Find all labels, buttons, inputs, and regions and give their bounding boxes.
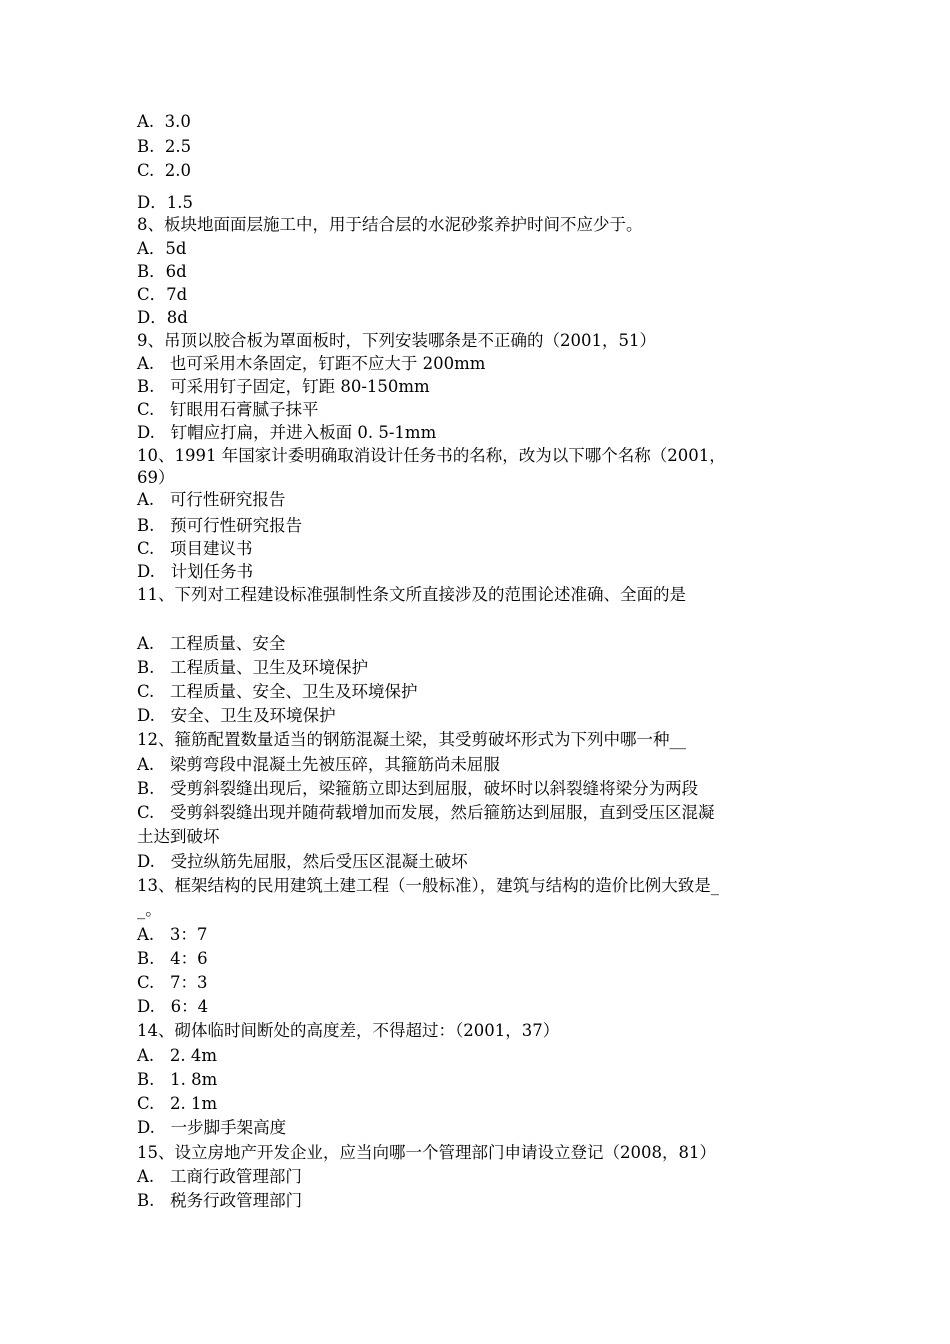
text-line: B. 可采用钉子固定，钉距 80-150mm: [137, 377, 430, 396]
text-line: D. 受拉纵筋先屈服，然后受压区混凝土破坏: [137, 852, 468, 871]
text-line: A. 也可采用木条固定，钉距不应大于 200mm: [137, 354, 486, 373]
text-line: A. 3：7: [137, 925, 208, 944]
text-line: 13、框架结构的民用建筑土建工程（一般标准），建筑与结构的造价比例大致是_: [137, 876, 719, 895]
text-line: 15、设立房地产开发企业，应当向哪一个管理部门申请设立登记（2008，81）: [137, 1143, 716, 1162]
text-line: 14、砌体临时间断处的高度差，不得超过：（2001，37）: [137, 1021, 560, 1040]
text-line: 8、板块地面面层施工中，用于结合层的水泥砂浆养护时间不应少于。: [137, 215, 643, 234]
text-line: B. 1. 8m: [137, 1070, 218, 1089]
text-line: D. 钉帽应打扁，并进入板面 0. 5-1mm: [137, 423, 437, 442]
text-line: A. 工程质量、安全: [137, 634, 286, 653]
text-line: A. 3.0: [137, 112, 191, 131]
text-line: B. 工程质量、卫生及环境保护: [137, 658, 369, 677]
text-line: A. 工商行政管理部门: [137, 1167, 302, 1186]
text-line: D．1.5: [137, 193, 193, 212]
text-line: A. 2. 4m: [137, 1046, 218, 1065]
text-line: A. 可行性研究报告: [137, 490, 286, 509]
text-line: D. 6：4: [137, 997, 209, 1016]
text-line: C. 2. 1m: [137, 1094, 218, 1113]
text-line: D. 一步脚手架高度: [137, 1118, 287, 1137]
text-line: B．6d: [137, 262, 187, 281]
text-line: B. 税务行政管理部门: [137, 1191, 303, 1210]
text-line: 10、1991 年国家计委明确取消设计任务书的名称，改为以下哪个名称（2001，: [137, 446, 726, 465]
text-line: B. 4：6: [137, 949, 208, 968]
text-line: C. 7：3: [137, 973, 208, 992]
text-line: A. 梁剪弯段中混凝土先被压碎，其箍筋尚未屈服: [137, 755, 500, 774]
text-line: C．7d: [137, 285, 188, 304]
text-line: C. 项目建议书: [137, 539, 253, 558]
text-line: D. 计划任务书: [137, 562, 254, 581]
text-line: 土达到破坏: [137, 827, 220, 846]
text-line: 9、吊顶以胶合板为罩面板时，下列安装哪条是不正确的（2001，51）: [137, 331, 656, 350]
text-line: _。: [137, 900, 162, 919]
text-line: 69）: [137, 468, 175, 487]
text-line: 12、箍筋配置数量适当的钢筋混凝土梁，其受剪破坏形式为下列中哪一种__: [137, 730, 686, 749]
text-line: C. 受剪斜裂缝出现并随荷载增加而发展，然后箍筋达到屈服，直到受压区混凝: [137, 803, 715, 822]
text-line: D. 安全、卫生及环境保护: [137, 706, 336, 725]
text-line: B. 预可行性研究报告: [137, 516, 303, 535]
text-line: D．8d: [137, 308, 188, 327]
text-line: C. 2.0: [137, 161, 192, 180]
text-line: 11、下列对工程建设标准强制性条文所直接涉及的范围论述准确、全面的是: [137, 585, 686, 604]
text-line: B. 2.5: [137, 137, 192, 156]
text-line: C. 钉眼用石膏腻子抹平: [137, 400, 319, 419]
text-line: B. 受剪斜裂缝出现后，梁箍筋立即达到屈服，破坏时以斜裂缝将梁分为两段: [137, 779, 699, 798]
text-line: C. 工程质量、安全、卫生及环境保护: [137, 682, 418, 701]
text-line: A．5d: [137, 239, 187, 258]
